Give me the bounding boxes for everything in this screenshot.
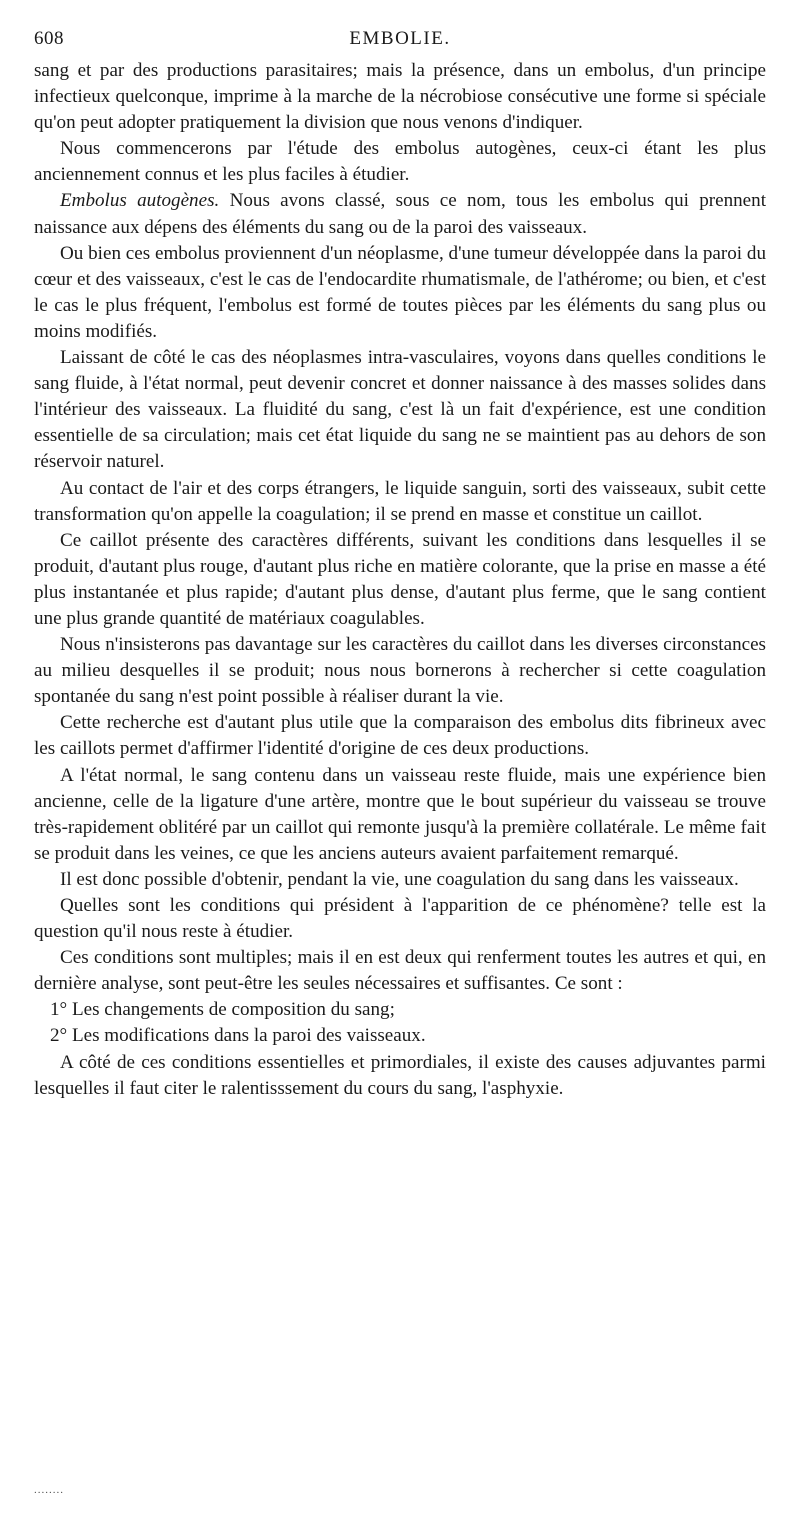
paragraph: Ce caillot présente des caractères différents, suivant les conditions dans lesquelles il se produit, d'autant plus rouge, d'autant plus riche en matière colorante, que la prise en masse a été plus instantanée et plus rapide; d'autant plus dense, d'autant plus ferme, que le sang contient une plus grande quantité de matériaux coagulables. xyxy=(34,529,766,629)
paragraph: Ou bien ces embolus proviennent d'un néoplasme, d'une tumeur développée dans la paroi du cœur et des vaisseaux, c'est le cas de l'endocardite rhumatismale, de l'athérome; ou bien, et c'est le cas le plus fréquent, l'embolus est formé de toutes pièces par les éléments du sang plus ou moins modifiés. xyxy=(34,242,766,342)
paragraph: Au contact de l'air et des corps étrangers, le liquide sanguin, sorti des vaisseaux, subit cette transformation qu'on appelle la coagulation; il se prend en masse et constitue un caillot. xyxy=(34,477,766,525)
paragraph: Laissant de côté le cas des néoplasmes intra-vasculaires, voyons dans quelles conditions le sang fluide, à l'état normal, peut devenir concret et donner naissance à des masses solides dans l'intérieur des vaisseaux. La fluidité du sang, c'est là un fait d'expérience, est une condition essentielle de sa circulation; mais cet état liquide du sang ne se maintient pas au dehors de son réservoir naturel. xyxy=(34,347,766,473)
page-number: 608 xyxy=(34,28,64,49)
paragraph: Quelles sont les conditions qui président à l'apparition de ce phénomène? telle est la question qu'il nous reste à étudier. xyxy=(34,895,766,943)
list-item: 1° Les changements de composition du sang; xyxy=(50,999,395,1021)
running-title: EMBOLIE. xyxy=(349,28,451,49)
paragraph: A côté de ces conditions essentielles et primordiales, il existe des causes adjuvantes parmi lesquelles il faut citer le ralentisssement du cours du sang, l'asphyxie. xyxy=(34,1051,766,1099)
paragraph: sang et par des productions parasitaires; mais la présence, dans un embolus, d'un principe infectieux quelconque, imprime à la marche de la nécrobiose consécutive une forme si spéciale qu'on peut adopter pratiquement la division que nous venons d'indiquer. xyxy=(34,60,766,134)
list-item: 2° Les modifications dans la paroi des vaisseaux. xyxy=(50,1025,426,1047)
paragraph: Il est donc possible d'obtenir, pendant la vie, une coagulation du sang dans les vaisseaux. xyxy=(60,868,739,890)
paragraph: Embolus autogènes. Nous avons classé, sous ce nom, tous les embolus qui prennent naissance aux dépens des éléments du sang ou de la paroi des vaisseaux. xyxy=(34,190,767,238)
paragraph: A l'état normal, le sang contenu dans un vaisseau reste fluide, mais une expérience bien ancienne, celle de la ligature d'une artère, montre que le bout supérieur du vaisseau se trouve très-rapidement oblitéré par un caillot qui remonte jusqu'à la première collatérale. Le même fait se produit dans les veines, ce que les anciens auteurs avaient parfaitement remarqué. xyxy=(34,764,766,864)
paragraph: Cette recherche est d'autant plus utile que la comparaison des embolus dits fibrineux avec les caillots permet d'affirmer l'identité d'origine de ces deux productions. xyxy=(34,712,766,760)
section-lead: Embolus autogènes. xyxy=(60,190,220,212)
body-text xyxy=(34,58,766,1102)
paragraph: Ces conditions sont multiples; mais il en est deux qui renferment toutes les autres et qui, en dernière analyse, sont peut-être les seules nécessaires et suffisantes. Ce sont : xyxy=(34,947,766,995)
footer-mark: ........ xyxy=(34,1484,64,1496)
paragraph: Nous commencerons par l'étude des embolus autogènes, ceux-ci étant les plus anciennement connus et les plus faciles à étudier. xyxy=(34,138,766,186)
page-header xyxy=(34,28,766,58)
paragraph: Nous n'insisterons pas davantage sur les caractères du caillot dans les diverses circonstances au milieu desquelles il se produit; nous nous bornerons à rechercher si cette coagulation spontanée du sang n'est point possible à réaliser durant la vie. xyxy=(34,634,766,708)
